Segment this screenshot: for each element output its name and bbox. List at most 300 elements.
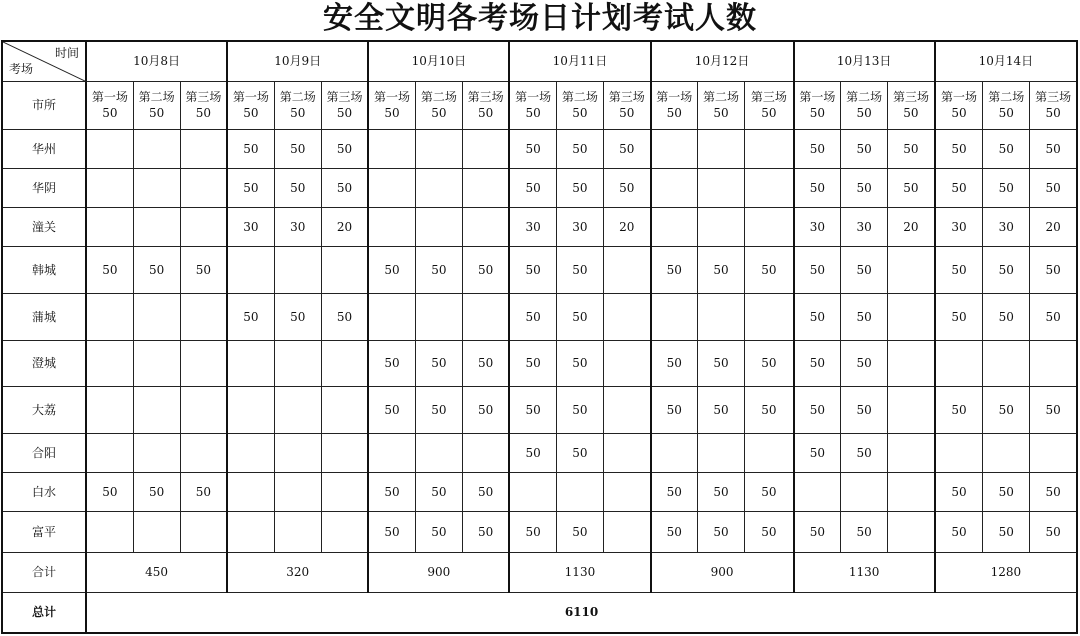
count-cell — [133, 511, 180, 552]
count-cell — [462, 168, 509, 207]
count-cell: 30 — [935, 207, 983, 246]
count-cell — [462, 293, 509, 340]
count-cell: 50 — [651, 472, 698, 511]
count-cell: 50 — [133, 472, 180, 511]
corner-time-label: 时间 — [55, 46, 80, 60]
count-cell: 50 — [651, 246, 698, 293]
session-capacity: 50 — [243, 106, 259, 120]
count-cell: 50 — [509, 168, 556, 207]
count-cell: 50 — [556, 129, 603, 168]
count-cell: 50 — [556, 511, 603, 552]
count-cell — [698, 207, 745, 246]
count-cell: 50 — [841, 386, 888, 433]
table-row — [2, 386, 1077, 433]
date-header: 10月8日 — [86, 41, 227, 81]
table-row — [2, 511, 1077, 552]
date-header: 10月10日 — [368, 41, 509, 81]
count-cell — [462, 433, 509, 472]
subtotal-cell: 450 — [86, 552, 227, 592]
count-cell: 50 — [509, 129, 556, 168]
count-cell — [133, 129, 180, 168]
session-capacity: 50 — [477, 106, 494, 120]
count-cell: 50 — [415, 472, 462, 511]
count-cell — [86, 293, 133, 340]
date-header: 10月12日 — [651, 41, 794, 81]
count-cell: 50 — [509, 340, 556, 386]
count-cell — [274, 246, 321, 293]
count-cell: 50 — [321, 129, 368, 168]
venue-name: 富平 — [2, 511, 86, 552]
session-capacity: 50 — [666, 106, 682, 120]
session-name: 第三场 — [608, 90, 645, 104]
count-cell: 50 — [1030, 246, 1077, 293]
count-cell: 50 — [509, 433, 556, 472]
count-cell: 50 — [983, 246, 1030, 293]
count-cell: 50 — [841, 433, 888, 472]
count-cell — [462, 207, 509, 246]
session-capacity: 50 — [713, 106, 729, 120]
session-capacity: 50 — [431, 106, 447, 120]
count-cell — [180, 511, 227, 552]
count-cell — [415, 129, 462, 168]
count-cell — [180, 386, 227, 433]
count-cell: 50 — [180, 472, 227, 511]
count-cell — [86, 207, 133, 246]
table-row — [2, 246, 1077, 293]
count-cell: 50 — [745, 340, 794, 386]
session-header — [227, 81, 274, 129]
session-header — [274, 81, 321, 129]
count-cell: 50 — [368, 511, 415, 552]
session-capacity: 50 — [619, 106, 635, 120]
count-cell: 50 — [509, 293, 556, 340]
table-row — [2, 168, 1077, 207]
session-header — [698, 81, 745, 129]
count-cell: 50 — [556, 340, 603, 386]
count-cell — [86, 386, 133, 433]
count-cell: 50 — [556, 246, 603, 293]
count-cell: 50 — [368, 340, 415, 386]
count-cell — [983, 433, 1030, 472]
session-capacity: 50 — [809, 106, 826, 120]
count-cell — [368, 293, 415, 340]
count-cell: 50 — [227, 168, 274, 207]
count-cell — [274, 386, 321, 433]
session-capacity: 50 — [290, 106, 306, 120]
count-cell — [651, 129, 698, 168]
count-cell: 50 — [274, 129, 321, 168]
count-cell — [651, 168, 698, 207]
session-header — [86, 81, 133, 129]
venue-name: 韩城 — [2, 246, 86, 293]
subtotal-cell: 1280 — [935, 552, 1077, 592]
count-cell: 50 — [983, 168, 1030, 207]
session-header — [133, 81, 180, 129]
session-name: 第一场 — [940, 90, 977, 104]
subtotal-cell: 320 — [227, 552, 368, 592]
session-name: 第二场 — [988, 90, 1025, 104]
count-cell: 30 — [556, 207, 603, 246]
count-cell: 50 — [983, 293, 1030, 340]
count-cell — [133, 207, 180, 246]
count-cell: 50 — [556, 168, 603, 207]
count-cell: 50 — [794, 511, 841, 552]
count-cell — [415, 168, 462, 207]
count-cell — [368, 129, 415, 168]
count-cell: 50 — [462, 386, 509, 433]
venue-name: 合阳 — [2, 433, 86, 472]
session-capacity: 50 — [998, 106, 1014, 120]
table-row — [2, 472, 1077, 511]
count-cell — [133, 168, 180, 207]
count-cell — [180, 433, 227, 472]
session-header — [603, 81, 650, 129]
count-cell — [274, 340, 321, 386]
session-header — [794, 81, 841, 129]
page-title: 安全文明各考场日计划考试人数 — [323, 1, 757, 36]
count-cell: 50 — [651, 340, 698, 386]
count-cell — [180, 293, 227, 340]
session-header — [509, 81, 556, 129]
venue-name: 华阴 — [2, 168, 86, 207]
venue-name: 澄城 — [2, 340, 86, 386]
count-cell: 50 — [651, 386, 698, 433]
count-cell — [227, 246, 274, 293]
count-cell: 50 — [556, 293, 603, 340]
count-cell: 50 — [86, 472, 133, 511]
count-cell — [745, 129, 794, 168]
count-cell: 50 — [1030, 168, 1077, 207]
table-row — [2, 433, 1077, 472]
count-cell — [794, 472, 841, 511]
session-header — [983, 81, 1030, 129]
count-cell — [556, 472, 603, 511]
subtotal-label: 合计 — [2, 552, 86, 592]
count-cell — [180, 129, 227, 168]
count-cell: 30 — [841, 207, 888, 246]
count-cell: 50 — [841, 168, 888, 207]
venue-name: 大荔 — [2, 386, 86, 433]
count-cell — [368, 433, 415, 472]
count-cell: 50 — [983, 511, 1030, 552]
count-cell — [133, 340, 180, 386]
venue-name: 华州 — [2, 129, 86, 168]
count-cell: 50 — [651, 511, 698, 552]
count-cell — [227, 511, 274, 552]
session-header — [368, 81, 415, 129]
session-header-row — [2, 81, 1077, 129]
count-cell — [1030, 340, 1077, 386]
count-cell — [321, 246, 368, 293]
count-cell: 50 — [415, 246, 462, 293]
count-cell: 50 — [794, 246, 841, 293]
count-cell — [698, 433, 745, 472]
count-cell — [698, 168, 745, 207]
count-cell: 20 — [321, 207, 368, 246]
count-cell: 50 — [841, 129, 888, 168]
count-cell — [888, 472, 935, 511]
session-name: 第三场 — [1035, 90, 1072, 104]
count-cell: 50 — [415, 340, 462, 386]
subtotal-row — [2, 552, 1077, 592]
count-cell: 20 — [1030, 207, 1077, 246]
count-cell — [321, 386, 368, 433]
session-header — [745, 81, 794, 129]
count-cell: 50 — [603, 129, 650, 168]
count-cell — [274, 511, 321, 552]
total-value: 6110 — [86, 592, 1077, 633]
date-header: 10月9日 — [227, 41, 368, 81]
total-row — [2, 592, 1077, 633]
count-cell: 20 — [888, 207, 935, 246]
count-cell — [133, 386, 180, 433]
count-cell — [274, 472, 321, 511]
count-cell — [888, 340, 935, 386]
count-cell — [603, 293, 650, 340]
count-cell — [603, 246, 650, 293]
session-capacity: 50 — [856, 106, 872, 120]
count-cell: 50 — [462, 340, 509, 386]
count-cell: 50 — [368, 246, 415, 293]
count-cell — [86, 168, 133, 207]
session-capacity: 50 — [336, 106, 353, 120]
count-cell — [227, 386, 274, 433]
count-cell — [745, 433, 794, 472]
count-cell: 50 — [415, 511, 462, 552]
count-cell — [133, 293, 180, 340]
count-cell: 50 — [274, 293, 321, 340]
count-cell — [745, 207, 794, 246]
count-cell: 50 — [368, 386, 415, 433]
session-header — [935, 81, 983, 129]
venue-name: 蒲城 — [2, 293, 86, 340]
count-cell — [935, 340, 983, 386]
count-cell: 50 — [794, 386, 841, 433]
venue-name: 白水 — [2, 472, 86, 511]
session-name: 第三场 — [467, 90, 504, 104]
session-header — [651, 81, 698, 129]
count-cell — [888, 386, 935, 433]
session-name: 第二场 — [420, 90, 457, 104]
count-cell: 50 — [321, 168, 368, 207]
count-cell — [698, 129, 745, 168]
count-cell: 50 — [745, 246, 794, 293]
table-row — [2, 293, 1077, 340]
session-header — [415, 81, 462, 129]
count-cell: 50 — [935, 386, 983, 433]
count-cell: 50 — [935, 168, 983, 207]
count-cell — [603, 433, 650, 472]
session-name: 第一场 — [232, 90, 269, 104]
count-cell — [86, 433, 133, 472]
session-header — [462, 81, 509, 129]
subtotal-cell: 1130 — [509, 552, 650, 592]
count-cell — [888, 433, 935, 472]
count-cell: 50 — [841, 293, 888, 340]
session-capacity: 50 — [148, 106, 165, 120]
count-cell — [603, 340, 650, 386]
count-cell: 50 — [698, 340, 745, 386]
session-capacity: 50 — [1045, 106, 1061, 120]
count-cell — [321, 433, 368, 472]
subtotal-cell: 900 — [368, 552, 509, 592]
count-cell — [86, 129, 133, 168]
count-cell — [321, 511, 368, 552]
count-cell — [86, 511, 133, 552]
count-cell: 50 — [180, 246, 227, 293]
session-header — [841, 81, 888, 129]
count-cell: 50 — [935, 129, 983, 168]
count-cell — [368, 207, 415, 246]
count-cell: 50 — [509, 246, 556, 293]
session-capacity: 50 — [525, 106, 541, 120]
session-name: 第一场 — [656, 90, 693, 104]
count-cell: 50 — [794, 129, 841, 168]
session-name: 第二场 — [138, 90, 175, 104]
count-cell — [935, 433, 983, 472]
count-cell: 50 — [603, 168, 650, 207]
row-header-label: 市所 — [2, 81, 86, 129]
session-header — [556, 81, 603, 129]
count-cell: 50 — [1030, 511, 1077, 552]
count-cell: 50 — [556, 433, 603, 472]
count-cell: 50 — [841, 246, 888, 293]
count-cell — [1030, 433, 1077, 472]
total-label: 总计 — [2, 592, 86, 633]
count-cell — [368, 168, 415, 207]
count-cell: 50 — [415, 386, 462, 433]
date-header: 10月11日 — [509, 41, 650, 81]
count-cell — [698, 293, 745, 340]
count-cell: 50 — [227, 129, 274, 168]
count-cell — [983, 340, 1030, 386]
count-cell — [86, 340, 133, 386]
count-cell — [745, 293, 794, 340]
exam-schedule-table — [1, 40, 1078, 634]
count-cell: 20 — [603, 207, 650, 246]
count-cell: 50 — [274, 168, 321, 207]
count-cell: 50 — [888, 129, 935, 168]
session-name: 第三场 — [326, 90, 363, 104]
count-cell: 50 — [462, 472, 509, 511]
table-row — [2, 129, 1077, 168]
session-capacity: 50 — [195, 106, 212, 120]
session-name: 第一场 — [374, 90, 411, 104]
session-header — [888, 81, 935, 129]
session-name: 第二场 — [279, 90, 316, 104]
count-cell — [227, 340, 274, 386]
session-header — [321, 81, 368, 129]
count-cell: 50 — [935, 472, 983, 511]
count-cell: 50 — [1030, 129, 1077, 168]
count-cell — [603, 511, 650, 552]
session-name: 第二场 — [561, 90, 598, 104]
corner-venue-label: 考场 — [9, 61, 34, 76]
count-cell — [415, 433, 462, 472]
session-name: 第一场 — [799, 90, 836, 104]
session-capacity: 50 — [903, 106, 919, 120]
count-cell: 50 — [935, 246, 983, 293]
date-header: 10月13日 — [794, 41, 935, 81]
count-cell: 50 — [1030, 386, 1077, 433]
count-cell — [321, 340, 368, 386]
session-header — [180, 81, 227, 129]
session-header — [1030, 81, 1077, 129]
session-name: 第二场 — [846, 90, 883, 104]
count-cell — [888, 293, 935, 340]
count-cell: 50 — [227, 293, 274, 340]
session-capacity: 50 — [384, 106, 400, 120]
count-cell: 50 — [794, 340, 841, 386]
table-row — [2, 340, 1077, 386]
session-name: 第一场 — [515, 90, 552, 104]
count-cell — [745, 168, 794, 207]
count-cell: 50 — [794, 168, 841, 207]
count-cell — [274, 433, 321, 472]
table-row — [2, 207, 1077, 246]
count-cell: 50 — [935, 511, 983, 552]
session-name: 第三场 — [185, 90, 222, 104]
count-cell — [133, 433, 180, 472]
count-cell — [888, 511, 935, 552]
session-name: 第二场 — [703, 90, 740, 104]
count-cell: 50 — [935, 293, 983, 340]
session-capacity: 50 — [102, 106, 118, 120]
count-cell: 50 — [1030, 293, 1077, 340]
session-capacity: 50 — [572, 106, 588, 120]
count-cell: 30 — [509, 207, 556, 246]
count-cell: 50 — [745, 472, 794, 511]
count-cell — [415, 207, 462, 246]
count-cell — [415, 293, 462, 340]
count-cell: 50 — [745, 386, 794, 433]
count-cell: 30 — [983, 207, 1030, 246]
count-cell: 50 — [698, 386, 745, 433]
count-cell: 30 — [227, 207, 274, 246]
count-cell: 50 — [509, 386, 556, 433]
count-cell: 50 — [368, 472, 415, 511]
subtotal-cell: 900 — [651, 552, 794, 592]
count-cell: 50 — [556, 386, 603, 433]
count-cell — [651, 207, 698, 246]
count-cell: 50 — [794, 433, 841, 472]
count-cell — [321, 472, 368, 511]
session-name: 第一场 — [91, 90, 128, 104]
count-cell — [841, 472, 888, 511]
count-cell — [227, 433, 274, 472]
venue-name: 潼关 — [2, 207, 86, 246]
count-cell: 50 — [745, 511, 794, 552]
count-cell: 50 — [983, 129, 1030, 168]
count-cell: 50 — [698, 246, 745, 293]
count-cell: 50 — [1030, 472, 1077, 511]
count-cell: 30 — [274, 207, 321, 246]
count-cell — [180, 168, 227, 207]
count-cell: 50 — [509, 511, 556, 552]
count-cell: 50 — [462, 246, 509, 293]
corner-header-cell — [2, 41, 86, 81]
count-cell: 50 — [983, 472, 1030, 511]
count-cell — [651, 293, 698, 340]
count-cell: 50 — [888, 168, 935, 207]
count-cell: 30 — [794, 207, 841, 246]
count-cell: 50 — [794, 293, 841, 340]
count-cell: 50 — [698, 472, 745, 511]
session-capacity: 50 — [761, 106, 777, 120]
count-cell: 50 — [462, 511, 509, 552]
count-cell: 50 — [133, 246, 180, 293]
count-cell — [603, 472, 650, 511]
